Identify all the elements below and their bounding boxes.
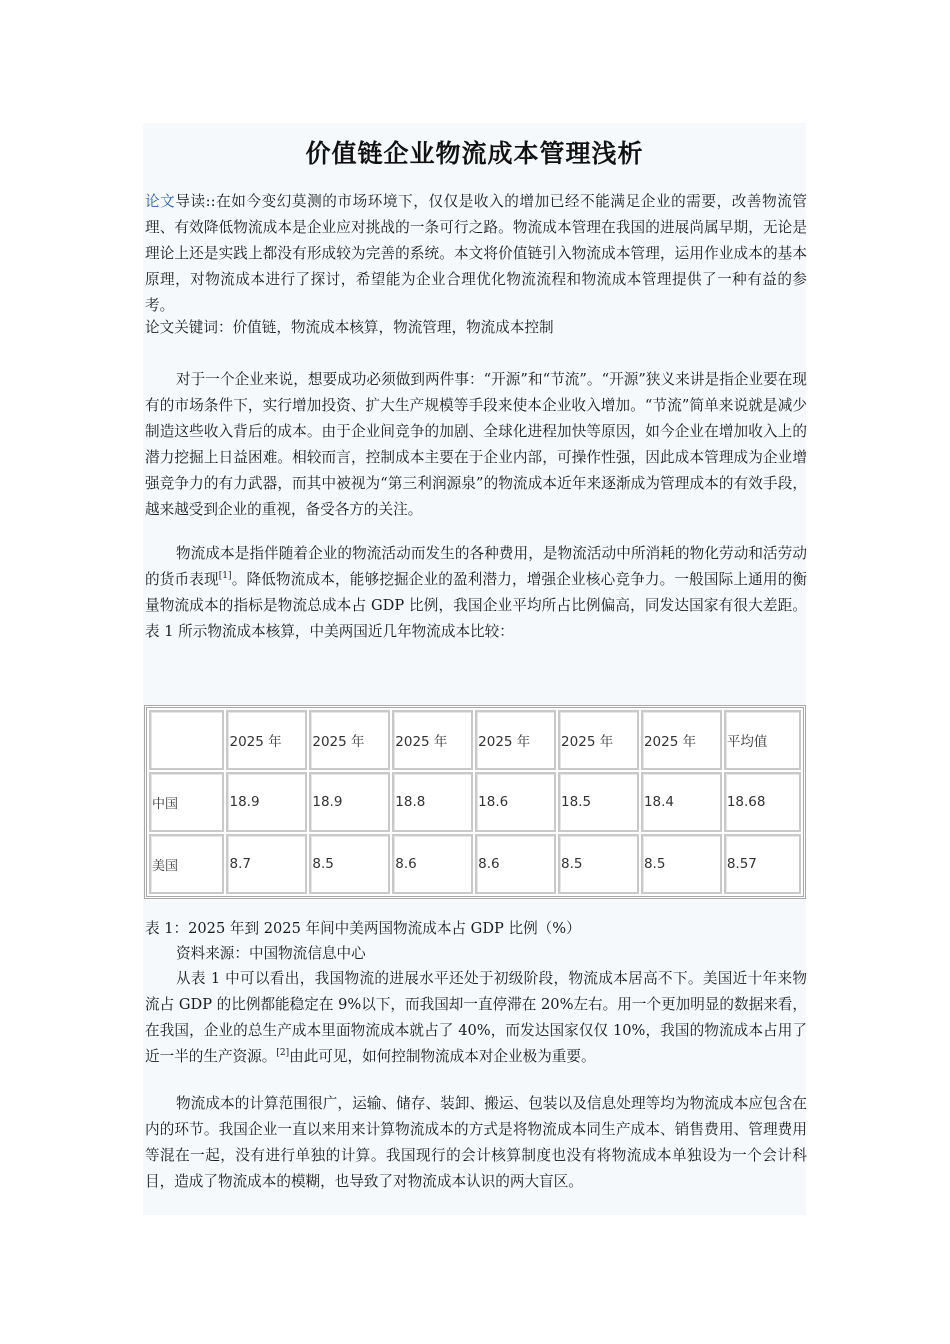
table-header-cell: 2025 年: [226, 710, 307, 770]
p2-text-a: 物流成本是指伴随着企业的物流活动而发生的各种费用，是物流活动中所消耗的物化劳动和活劳动的货币表现: [145, 545, 807, 588]
data-source: 资料来源：中国物流信息中心: [176, 945, 366, 962]
table-cell: 18.9: [309, 772, 390, 832]
table-header-cell: 2025 年: [475, 710, 556, 770]
citation-2: [2]: [276, 1048, 290, 1059]
p3-text-b: 由此可见，如何控制物流成本对企业极为重要。: [289, 1048, 596, 1065]
table-cell: 18.8: [392, 772, 473, 832]
table-header-cell: 平均值: [724, 710, 801, 770]
table-cell: 8.6: [475, 834, 556, 894]
table-corner-cell: [149, 710, 224, 770]
table-cell: 18.5: [558, 772, 639, 832]
table-cell: 8.57: [724, 834, 801, 894]
citation-1: [1]: [218, 571, 232, 582]
table-row: [149, 772, 801, 832]
table-header-cell: 2025 年: [558, 710, 639, 770]
table-cell: 18.4: [641, 772, 722, 832]
logistics-cost-table: [144, 705, 806, 899]
table-cell: 18.6: [475, 772, 556, 832]
abstract-text: 导读::在如今变幻莫测的市场环境下，仅仅是收入的增加已经不能满足企业的需要，改善物流管理、有效降低物流成本是企业应对挑战的一条可行之路。物流成本管理在我国的进展尚属早期，无论是理论上还是实践上都没有形成较为完善的系统。本文将价值链引入物流成本管理，运用作业成本的基本原理，对物流成本进行了探讨，希望能为企业合理优化物流流程和物流成本管理提供了一种有益的参考。: [145, 193, 807, 314]
table-header-cell: 2025 年: [641, 710, 722, 770]
table-cell: 18.68: [724, 772, 801, 832]
body-paragraph-4: 物流成本的计算范围很广，运输、储存、装卸、搬运、包装以及信息处理等均为物流成本应包含在内的环节。我国企业一直以来用来计算物流成本的方式是将物流成本同生产成本、销售费用、管理费用等混在一起，没有进行单独的计算。我国现行的会计核算制度也没有将物流成本单独设为一个会计科目，造成了物流成本的模糊，也导致了对物流成本认识的两大盲区。: [145, 1095, 807, 1190]
page-title: 价值链企业物流成本管理浅析: [305, 139, 644, 168]
table-header-cell: 2025 年: [309, 710, 390, 770]
table-caption: 表 1：2025 年到 2025 年间中美两国物流成本占 GDP 比例（%）: [145, 920, 581, 937]
table-row-label: 美国: [149, 834, 224, 894]
table-row: [149, 834, 801, 894]
table-header-row: [149, 710, 801, 770]
body-paragraph-1: 对于一个企业来说，想要成功必须做到两件事：“开源”和“节流”。“开源”狭义来讲是指企业要在现有的市场条件下，实行增加投资、扩大生产规模等手段来使本企业收入增加。“节流”简单来说就是减少制造这些收入背后的成本。由于企业间竞争的加剧、全球化进程加快等原因，如今企业在增加收入上的潜力挖掘上日益困难。相较而言，控制成本主要在于企业内部，可操作性强，因此成本管理成为企业增强竞争力的有力武器，而其中被视为“第三利润源泉”的物流成本近年来逐渐成为管理成本的有效手段，越来越受到企业的重视，备受各方的关注。: [145, 371, 807, 518]
table-header-cell: 2025 年: [392, 710, 473, 770]
table-cell: 8.7: [226, 834, 307, 894]
table-cell: 8.5: [641, 834, 722, 894]
document-page: [143, 123, 806, 1215]
keywords-line: 论文关键词：价值链，物流成本核算，物流管理，物流成本控制: [145, 319, 554, 336]
table-cell: 8.5: [558, 834, 639, 894]
table-row-label: 中国: [149, 772, 224, 832]
table-cell: 18.9: [226, 772, 307, 832]
body-paragraph-3: [145, 966, 807, 1070]
abstract-link[interactable]: 论文: [145, 193, 176, 210]
table-cell: 8.6: [392, 834, 473, 894]
p3-text-a: 从表 1 中可以看出，我国物流的进展水平还处于初级阶段，物流成本居高不下。美国近十年来物流占 GDP 的比例都能稳定在 9%以下，而我国却一直停滞在 20%左右。用一个更加明显的数据来看，在我国，企业的总生产成本里面物流成本就占了 40%，而发达国家仅仅 10%，我国的物流成本占用了近一半的生产资源。: [145, 970, 807, 1065]
table-cell: 8.5: [309, 834, 390, 894]
body-paragraph-2: [145, 541, 807, 645]
p2-text-b: 。降低物流成本，能够挖掘企业的盈利潜力，增强企业核心竞争力。一般国际上通用的衡量物流成本的指标是物流总成本占 GDP 比例，我国企业平均所占比例偏高，同发达国家有很大差距。表 1 所示物流成本核算，中美两国近几年物流成本比较：: [145, 571, 807, 640]
abstract-paragraph: [145, 189, 807, 319]
